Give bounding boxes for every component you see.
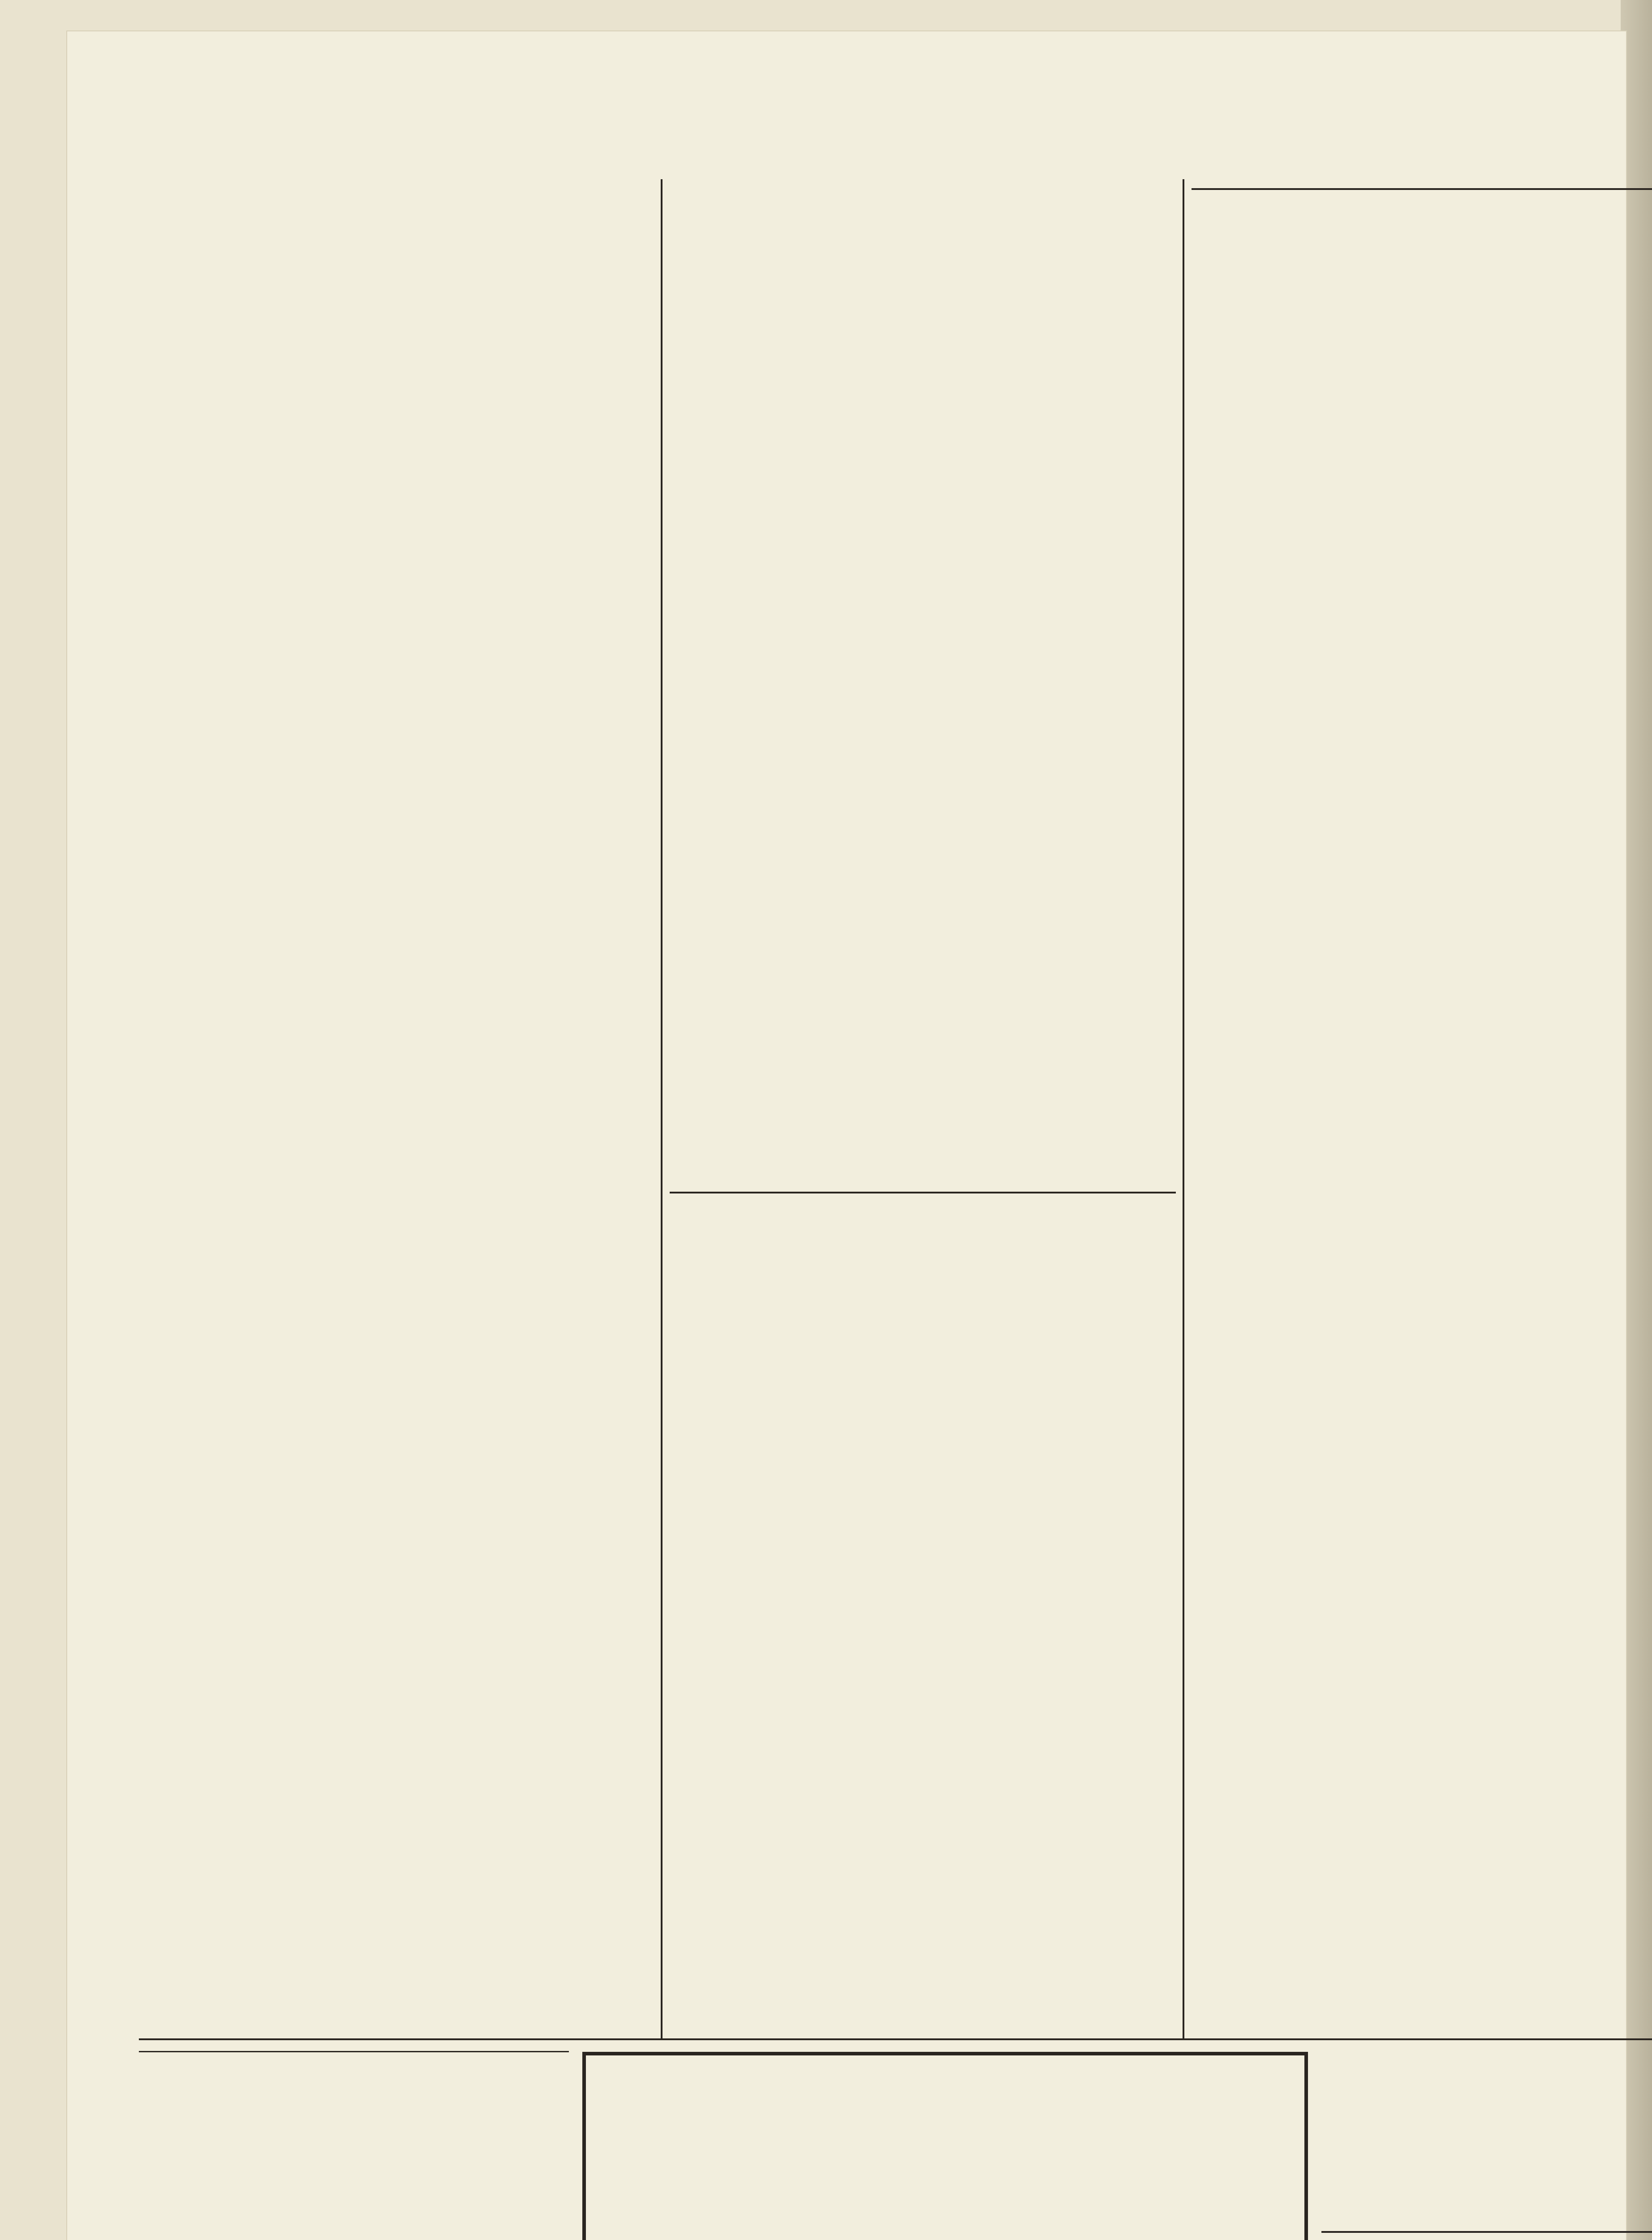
ads-rule-small xyxy=(1321,2231,1652,2233)
ad-wiesenland xyxy=(1321,2047,1652,2227)
section-rule xyxy=(670,1192,1176,1193)
column-rule xyxy=(1183,179,1184,2038)
newspaper-page xyxy=(67,31,1626,2240)
section-rule xyxy=(1192,188,1652,190)
column-rule xyxy=(661,179,663,2038)
article-column-2 xyxy=(670,170,1176,1192)
ads-rule xyxy=(139,2038,1652,2040)
finance-column xyxy=(1192,170,1652,2034)
handel-section xyxy=(670,1201,1176,2034)
ad-gras-verkauf xyxy=(139,2047,569,2240)
ad-kurbad xyxy=(582,2052,1308,2240)
article-column-1 xyxy=(139,161,654,2034)
